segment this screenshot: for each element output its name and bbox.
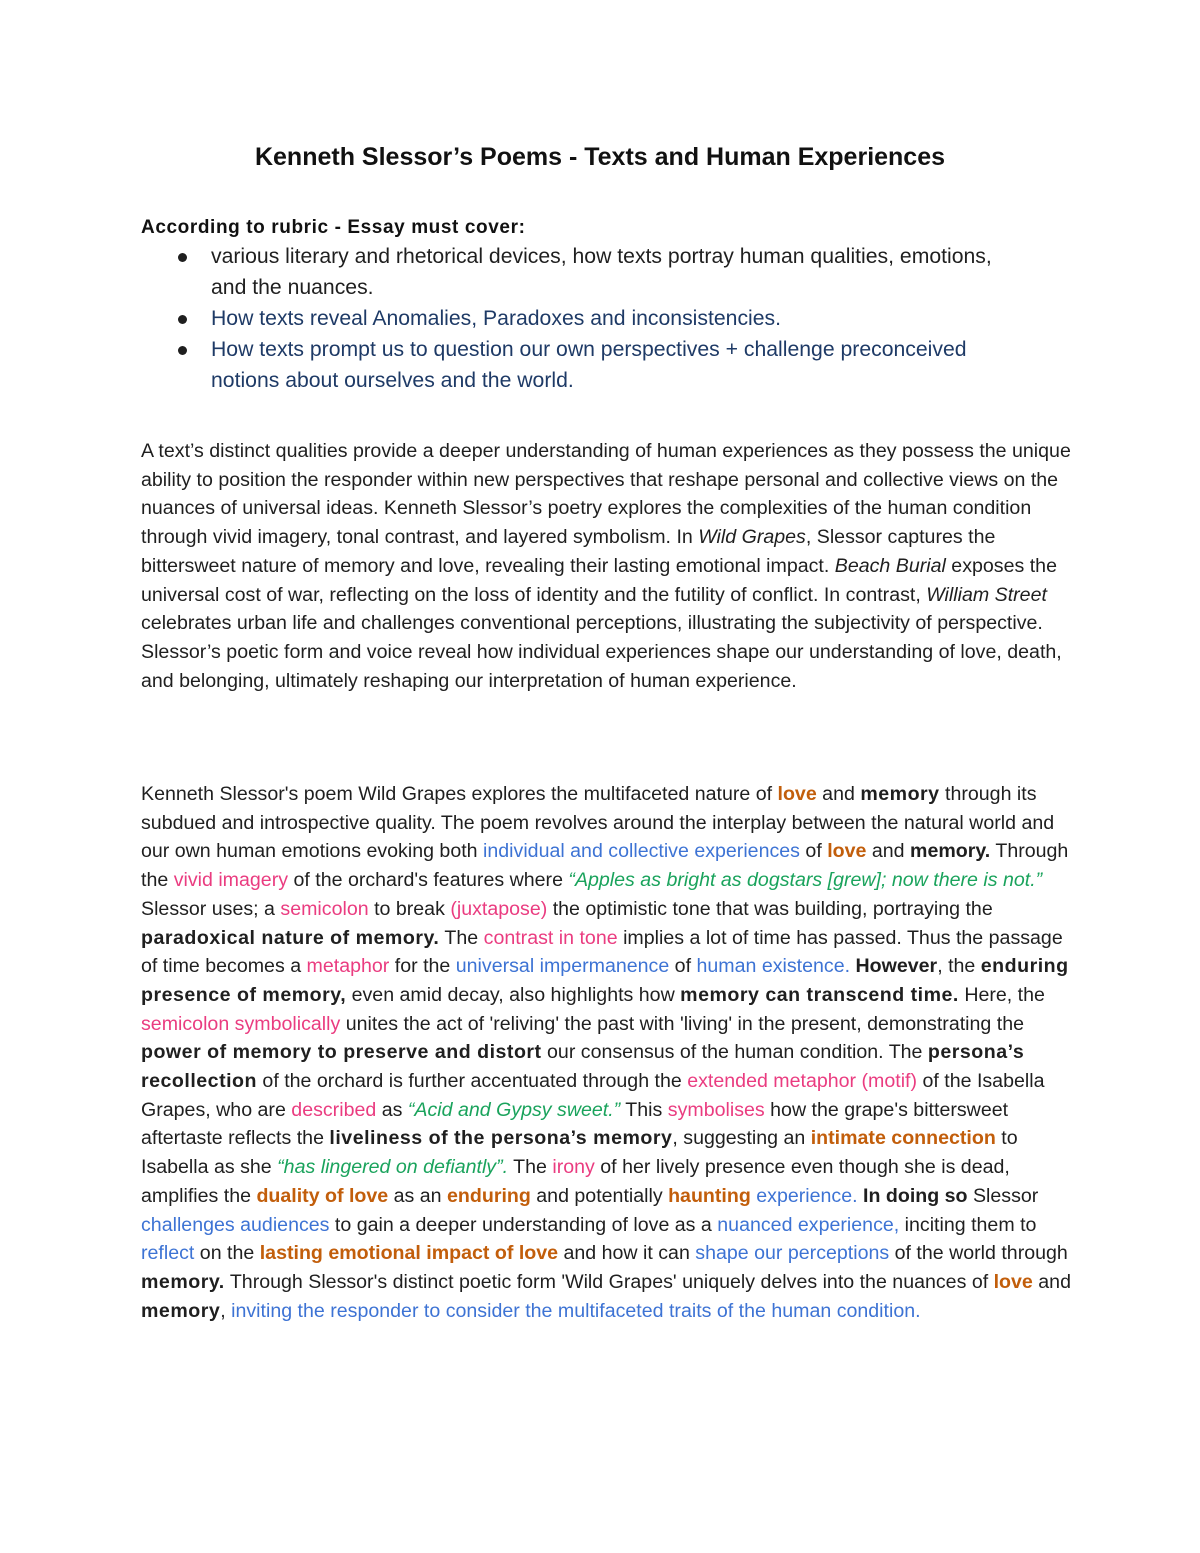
quote: “Acid and Gypsy sweet.” bbox=[407, 1098, 621, 1121]
quote: “Apples as bright as dogstars [grew]; now there is not.” bbox=[568, 869, 1043, 892]
document-title: Kenneth Slessor’s Poems - Texts and Human Experiences bbox=[254, 143, 946, 171]
rubric-item: various literary and rhetorical devices, how texts portray human qualities, emotions, and the nuances. bbox=[141, 241, 1001, 303]
rubric-list bbox=[141, 241, 1001, 396]
poem-title: Wild Grapes bbox=[698, 526, 806, 549]
wild-grapes-paragraph: Kenneth Slessor's poem Wild Grapes explores the multifaceted nature of love and memory through its subdued and introspective quality. The poem revolves around the interplay between the natural world and our own human emotions evoking both individual and collective experiences of love and memory. Through the vivid imagery of the orchard's features where “Apples as bright as dogstars [grew]; now there is not.” Slessor uses; a semicolon to break (juxtapose) the optimistic tone that was building, portraying the paradoxical nature of memory. The contrast in tone implies a lot of time has passed. Thus the passage of time becomes a metaphor for the universal impermanence of human existence. However, the enduring presence of memory, even amid decay, also highlights how memory can transcend time. Here, the semicolon symbolically unites the act of 'reliving' the past with 'living' in the present, demonstrating the power of memory to preserve and distort our consensus of the human condition. The persona’s recollection of the orchard is further accentuated through the extended metaphor (motif) of the Isabella Grapes, who are described as “Acid and Gypsy sweet.” This symbolises how the grape's bittersweet aftertaste reflects the liveliness of the persona’s memory, suggesting an intimate connection to Isabella as she “has lingered on defiantly”. The irony of her lively presence even though she is dead, amplifies the duality of love as an enduring and potentially haunting experience. In doing so Slessor challenges audiences to gain a deeper understanding of love as a nuanced experience, inciting them to reflect on the lasting emotional impact of love and how it can shape our perceptions of the world through memory. Through Slessor's distinct poetic form 'Wild Grapes' uniquely delves into the nuances of love and memory, inviting the responder to consider the multifaceted traits of the human condition. bbox=[141, 783, 1071, 1322]
rubric-item: How texts reveal Anomalies, Paradoxes and inconsistencies. bbox=[141, 303, 1001, 334]
rubric-item: How texts prompt us to question our own perspectives + challenge preconceived notions about ourselves and the world. bbox=[141, 334, 1001, 396]
poem-title: Beach Burial bbox=[834, 554, 946, 577]
rubric-heading: According to rubric - Essay must cover: bbox=[141, 217, 526, 238]
poem-title: William Street bbox=[926, 583, 1047, 606]
bullet-icon bbox=[178, 253, 187, 262]
bullet-icon bbox=[178, 315, 187, 324]
quote: “has lingered on defiantly”. bbox=[277, 1156, 509, 1179]
introduction-paragraph: A text’s distinct qualities provide a deeper understanding of human experiences as they possess the unique ability to position the responder within new perspectives that reshape personal and collective views on the nuances of universal ideas. Kenneth Slessor’s poetry explores the complexities of the human condition through vivid imagery, tonal contrast, and layered symbolism. In Wild Grapes, Slessor captures the bittersweet nature of memory and love, revealing their lasting emotional impact. Beach Burial exposes the universal cost of war, reflecting on the loss of identity and the futility of conflict. In contrast, William Street celebrates urban life and challenges conventional perceptions, illustrating the subjectivity of perspective. Slessor’s poetic form and voice reveal how individual experiences shape our understanding of love, death, and belonging, ultimately reshaping our interpretation of human experience. bbox=[141, 440, 1071, 692]
bullet-icon bbox=[178, 346, 187, 355]
